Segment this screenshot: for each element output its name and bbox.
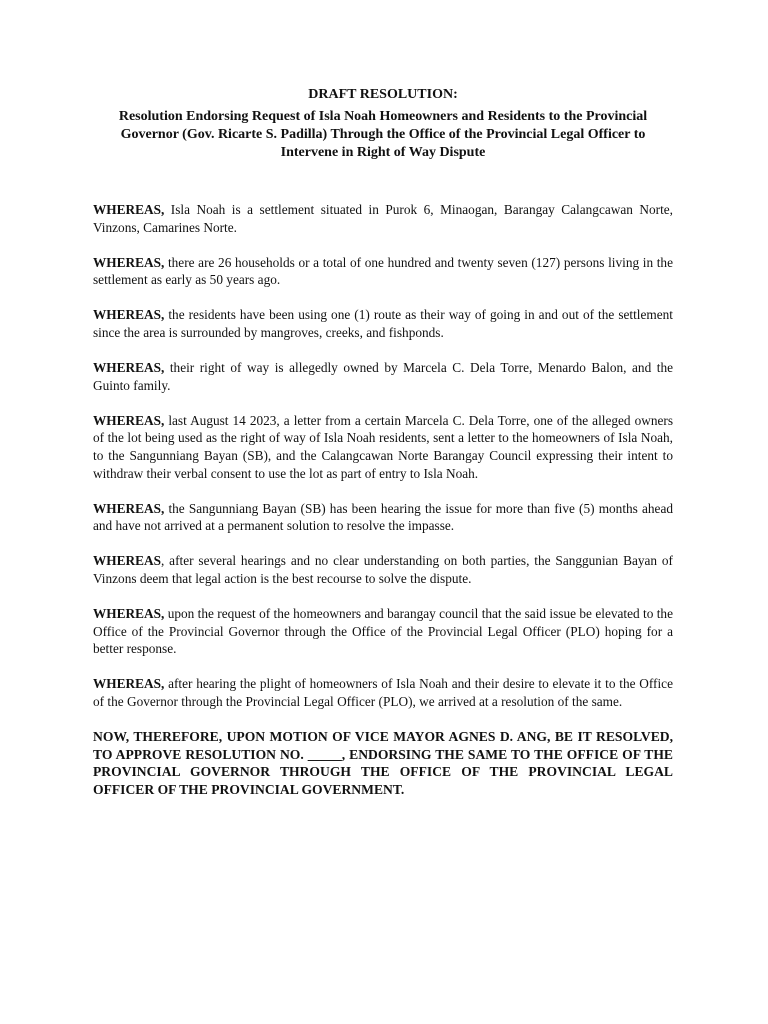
whereas-clause — [93, 605, 673, 658]
clause-text: upon the request of the homeowners and barangay council that the said issue be elevated to the Office of the Provincial Governor through the Office of the Provincial Legal Officer (PLO) hoping for a better response. — [93, 606, 673, 657]
document-page — [93, 86, 673, 798]
clause-text: there are 26 households or a total of one hundred and twenty seven (127) persons living in the settlement as early as 50 years ago. — [93, 254, 673, 288]
clause-keyword: WHEREAS, — [93, 202, 165, 217]
clause-text: after hearing the plight of homeowners of Isla Noah and their desire to elevate it to the Office of the Governor through the Provincial Legal Officer (PLO), we arrived at a resolution of the same. — [93, 676, 673, 709]
resolution-clause: NOW, THEREFORE, UPON MOTION OF VICE MAYOR AGNES D. ANG, BE IT RESOLVED, TO APPROVE RESOLUTION NO. _____, ENDORSING THE SAME TO THE OFFICE OF THE PROVINCIAL GOVERNOR THROUGH THE OFFICE OF THE PROVINCIAL LEGAL OFFICER OF THE PROVINCIAL GOVERNMENT. — [93, 728, 673, 797]
clause-keyword: WHEREAS — [93, 553, 161, 569]
clause-text: the Sangunniang Bayan (SB) has been hearing the issue for more than five (5) months ahead and have not arrived at a permanent solution to resolve the impasse. — [93, 500, 673, 534]
whereas-clauses — [93, 201, 673, 710]
whereas-clause — [93, 552, 673, 587]
clause-text: last August 14 2023, a letter from a certain Marcela C. Dela Torre, one of the alleged owners of the lot being used as the right of way of Isla Noah residents, sent a letter to the homeowners of Isla Noah, to the Sangunniang Bayan (SB), and the Calangcawan Norte Barangay Council expressing their intent to withdraw their verbal consent to use the lot as part of entry to Isla Noah. — [93, 412, 673, 481]
clause-text: their right of way is allegedly owned by Marcela C. Dela Torre, Menardo Balon, and the Guinto family. — [93, 360, 673, 393]
whereas-clause — [93, 412, 673, 482]
document-title: DRAFT RESOLUTION: — [308, 87, 458, 102]
whereas-clause — [93, 675, 673, 710]
clause-keyword: WHEREAS, — [93, 360, 165, 376]
clause-text: the residents have been using one (1) route as their way of going in and out of the settlement since the area is surrounded by mangroves, creeks, and fishponds. — [93, 307, 673, 340]
whereas-clause — [93, 254, 673, 289]
whereas-clause — [93, 359, 673, 394]
clause-keyword: WHEREAS, — [93, 307, 165, 323]
clause-keyword: WHEREAS, — [93, 412, 165, 428]
clause-text: Isla Noah is a settlement situated in Purok 6, Minaogan, Barangay Calangcawan Norte, Vinzons, Camarines Norte. — [93, 202, 673, 235]
clause-keyword: WHEREAS, — [93, 500, 165, 516]
document-subtitle: Resolution Endorsing Request of Isla Noah Homeowners and Residents to the Provincial Governor (Gov. Ricarte S. Padilla) Through the Office of the Provincial Legal Officer to Intervene in Right of Way Dispute — [118, 109, 648, 160]
clause-keyword: WHEREAS, — [93, 676, 165, 692]
whereas-clause — [93, 201, 673, 236]
clause-keyword: WHEREAS, — [93, 254, 165, 270]
whereas-clause — [93, 306, 673, 341]
clause-text: , after several hearings and no clear understanding on both parties, the Sanggunian Bayan of Vinzons deem that legal action is the best recourse to solve the dispute. — [93, 553, 673, 586]
whereas-clause — [93, 500, 673, 535]
clause-keyword: WHEREAS, — [93, 606, 165, 621]
